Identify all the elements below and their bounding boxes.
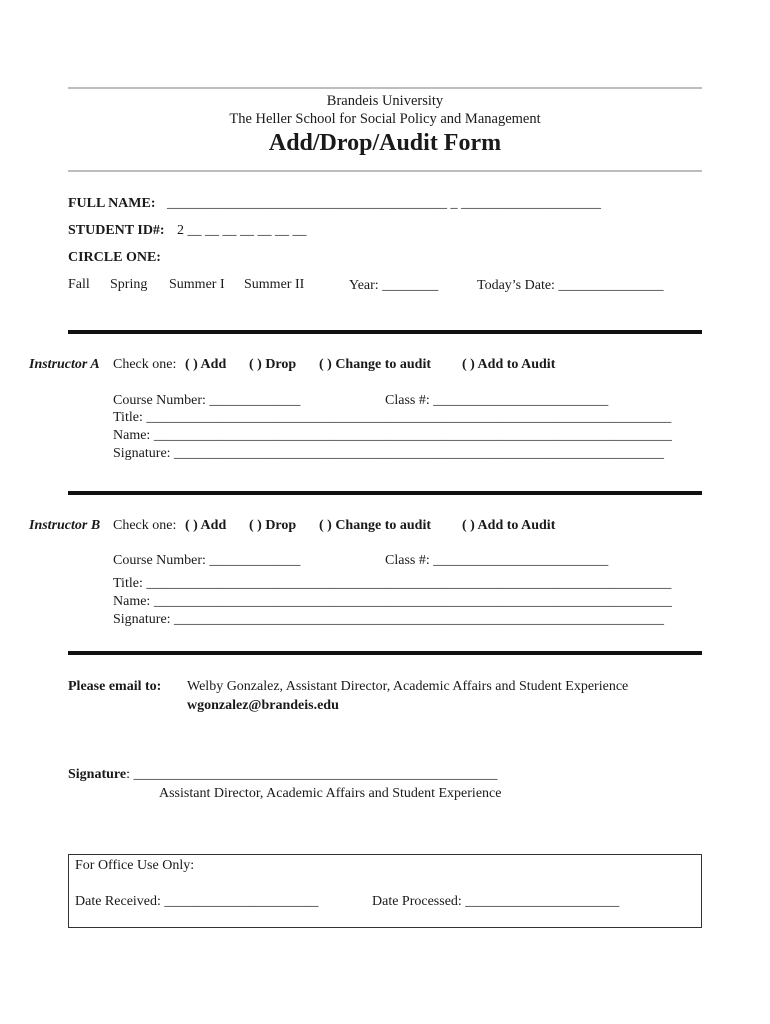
section-rule-email — [68, 651, 702, 655]
term-summer-1[interactable]: Summer I — [169, 277, 225, 292]
school-name: The Heller School for Social Policy and Management — [229, 111, 541, 127]
circle-one-label: CIRCLE ONE: — [68, 250, 161, 265]
date-received-field[interactable]: Date Received: ______________________ — [75, 894, 319, 909]
instructor-a-check-one: Check one: — [113, 357, 177, 372]
email-address[interactable]: wgonzalez@brandeis.edu — [187, 698, 339, 713]
instructor-a-name[interactable]: Name: __________________________________________________________________________ — [113, 428, 672, 443]
instructor-a-option-add-to-audit[interactable]: ( ) Add to Audit — [462, 357, 556, 372]
university-name: Brandeis University — [326, 93, 444, 109]
full-name-label: FULL NAME: — [68, 196, 156, 211]
approval-signature-line[interactable]: : ____________________________________________________ — [126, 767, 498, 782]
instructor-b-course-number[interactable]: Course Number: _____________ — [113, 553, 301, 568]
instructor-a-course-number[interactable]: Course Number: _____________ — [113, 393, 301, 408]
full-name-field[interactable]: ________________________________________ _ ____________________ — [167, 196, 601, 211]
instructor-a-option-drop[interactable]: ( ) Drop — [249, 357, 297, 372]
instructor-b-option-add[interactable]: ( ) Add — [185, 518, 227, 533]
instructor-b-option-drop[interactable]: ( ) Drop — [249, 518, 297, 533]
term-fall[interactable]: Fall — [68, 277, 90, 292]
header-bottom-rule — [68, 170, 702, 172]
term-spring[interactable]: Spring — [110, 277, 148, 292]
instructor-b-name[interactable]: Name: __________________________________________________________________________ — [113, 594, 672, 609]
student-id-field[interactable]: 2 __ __ __ __ __ __ __ — [177, 223, 307, 238]
instructor-a-option-change-to-audit[interactable]: ( ) Change to audit — [319, 357, 432, 372]
email-label: Please email to: — [68, 679, 162, 694]
top-rule — [68, 87, 702, 89]
instructor-b-class-number[interactable]: Class #: _________________________ — [385, 553, 609, 568]
instructor-b-check-one: Check one: — [113, 518, 177, 533]
form-title: Add/Drop/Audit Form — [268, 130, 502, 156]
instructor-b-title[interactable]: Title: ___________________________________________________________________________ — [113, 576, 672, 591]
approval-signature-row[interactable] — [68, 767, 497, 783]
approval-signature-label: Signature — [68, 767, 127, 782]
instructor-a-label: Instructor A — [29, 357, 100, 372]
year-field[interactable]: Year: ________ — [349, 278, 439, 293]
term-summer-2[interactable]: Summer II — [244, 277, 305, 292]
section-rule-b — [68, 491, 702, 495]
instructor-a-option-add[interactable]: ( ) Add — [185, 357, 227, 372]
office-use-heading: For Office Use Only: — [75, 858, 195, 873]
approval-role: Assistant Director, Academic Affairs and Student Experience — [159, 786, 502, 801]
section-rule-a — [68, 330, 702, 334]
instructor-b-signature[interactable]: Signature: ______________________________________________________________________ — [113, 612, 665, 627]
email-contact: Welby Gonzalez, Assistant Director, Academic Affairs and Student Experience — [187, 679, 629, 694]
instructor-b-label: Instructor B — [29, 518, 101, 533]
instructor-a-signature[interactable]: Signature: ______________________________________________________________________ — [113, 446, 665, 461]
student-id-label: STUDENT ID#: — [68, 223, 165, 238]
instructor-a-class-number[interactable]: Class #: _________________________ — [385, 393, 609, 408]
date-processed-field[interactable]: Date Processed: ______________________ — [372, 894, 620, 909]
instructor-b-option-add-to-audit[interactable]: ( ) Add to Audit — [462, 518, 556, 533]
todays-date-field[interactable]: Today’s Date: _______________ — [477, 278, 664, 293]
instructor-b-option-change-to-audit[interactable]: ( ) Change to audit — [319, 518, 432, 533]
instructor-a-title[interactable]: Title: ___________________________________________________________________________ — [113, 410, 672, 425]
